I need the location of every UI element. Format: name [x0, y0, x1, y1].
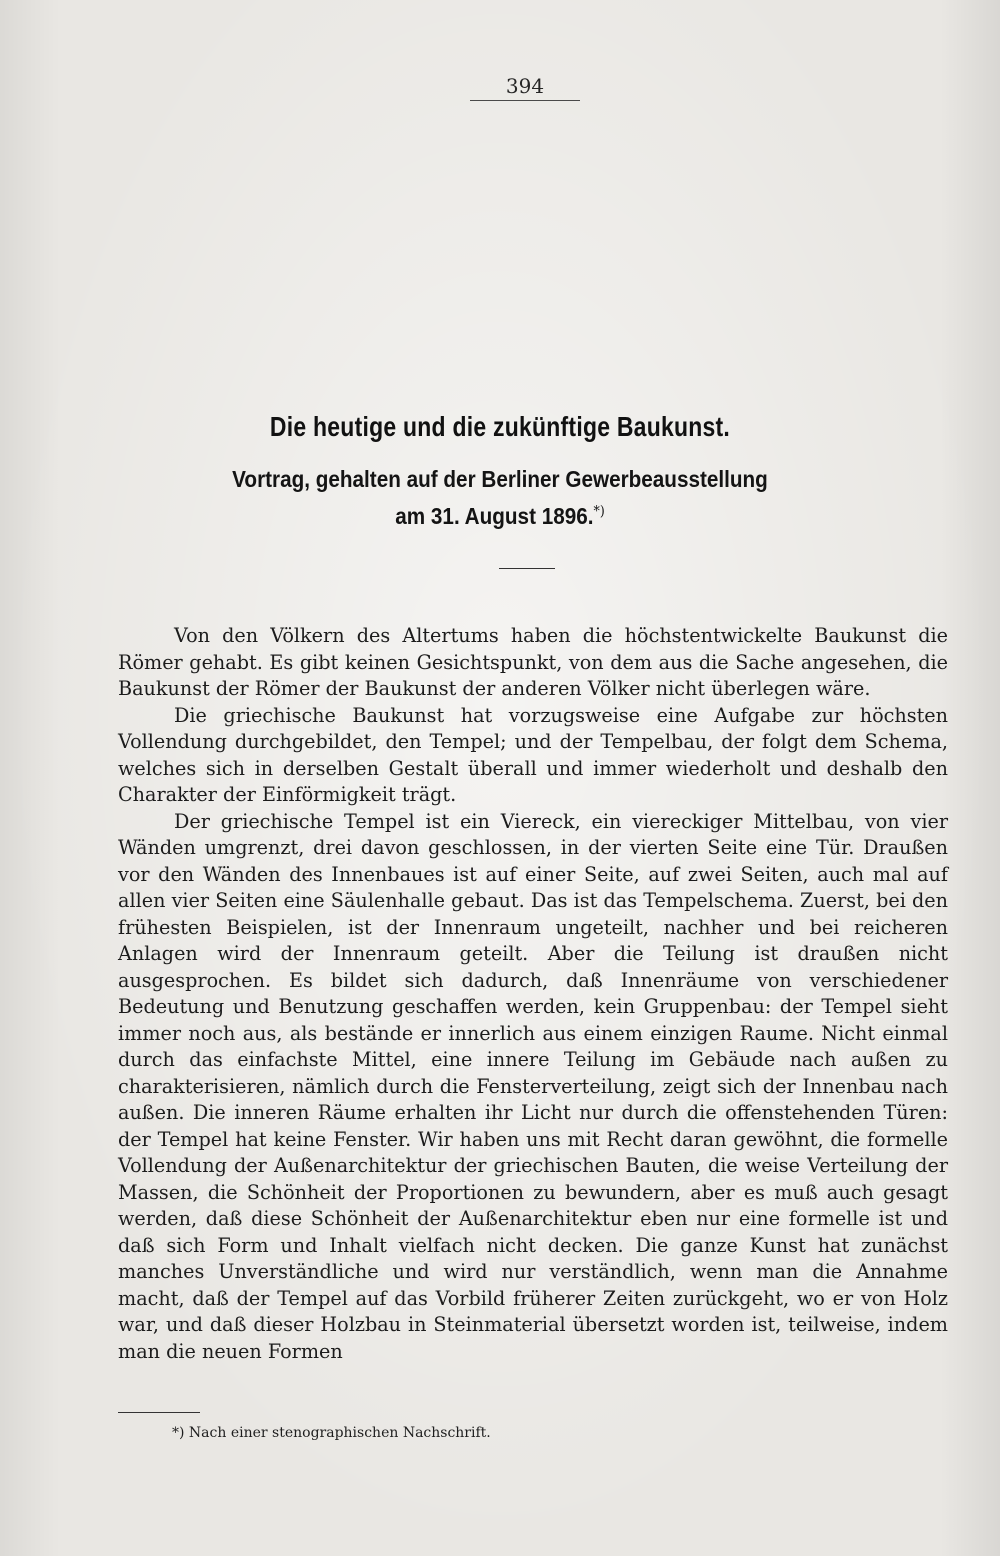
article-subtitle-line-2	[158, 503, 842, 530]
page-number: 394	[470, 74, 580, 101]
article-subtitle-date: am 31. August 1896.	[395, 503, 594, 529]
body-paragraph-1: Von den Völkern des Altertums haben die höchstentwickelte Baukunst die Römer gehabt. Es gibt keinen Gesichtspunkt, von dem aus die Sache angesehen, die Baukunst der Römer der Baukunst der anderen Völker nicht überlegen wäre.	[118, 624, 948, 700]
footnote-separator-rule	[118, 1412, 200, 1413]
article-title: Die heutige und die zukünftige Baukunst.	[269, 411, 731, 442]
body-paragraph-3: Der griechische Tempel ist ein Viereck, ein viereckiger Mittelbau, von vier Wänden umgrenzt, drei davon geschlossen, in der vierten Seite eine Tür. Draußen vor den Wänden des Innenbaues ist auf einer Seite, auf zwei Seiten, auch mal auf allen vier Seiten eine Säulenhalle gebaut. Das ist das Tempelschema. Zuerst, bei den frühesten Beispielen, ist der Innenraum ungeteilt, nachher und bei reicheren Anlagen wird der Innenraum geteilt. Aber die Teilung ist draußen nicht ausgesprochen. Es bildet sich dadurch, daß Innenräume von verschiedener Bedeutung und Benutzung geschaffen werden, kein Gruppenbau: der Tempel sieht immer noch aus, als bestände er innerlich aus einem einzigen Raume. Nicht einmal durch das einfachste Mittel, eine innere Teilung im Gebäude nach außen zu charakterisieren, nämlich durch die Fensterverteilung, zeigt sich der Innenbau nach außen. Die inneren Räume erhalten ihr Licht nur durch die offenstehenden Türen: der Tempel hat keine Fenster. Wir haben uns mit Recht daran gewöhnt, die formelle Vollendung der Außenarchitektur der griechischen Bauten, die weise Verteilung der Massen, die Schönheit der Proportionen zu bewundern, aber es muß auch gesagt werden, daß diese Schönheit der Außenarchitektur eben nur eine formelle ist und daß sich Form und Inhalt vielfach nicht decken. Die ganze Kunst hat zunächst manches Unverständliche und wird nur verständlich, wenn man die Annahme macht, daß der Tempel auf das Vorbild früherer Zeiten zurückgeht, wo er von Holz war, und daß dieser Holzbau in Steinmaterial übersetzt worden ist, teilweise, indem man die neuen Formen	[118, 809, 948, 1363]
body-text	[118, 623, 948, 1365]
article-subtitle-line-1: Vortrag, gehalten auf der Berliner Gewerbeausstellung	[232, 466, 768, 492]
title-separator-rule	[499, 568, 555, 569]
footnote: *) Nach einer stenographischen Nachschrift.	[172, 1425, 491, 1441]
show-through-texture	[110, 118, 940, 658]
footnote-reference-marker: *)	[593, 503, 605, 520]
body-paragraph-2: Die griechische Baukunst hat vorzugsweise eine Aufgabe zur höchsten Vollendung durchgebildet, den Tempel; und der Tempelbau, der folgt dem Schema, welches sich in derselben Gestalt überall und immer wiederholt und deshalb den Charakter der Einförmigkeit trägt.	[118, 703, 948, 806]
